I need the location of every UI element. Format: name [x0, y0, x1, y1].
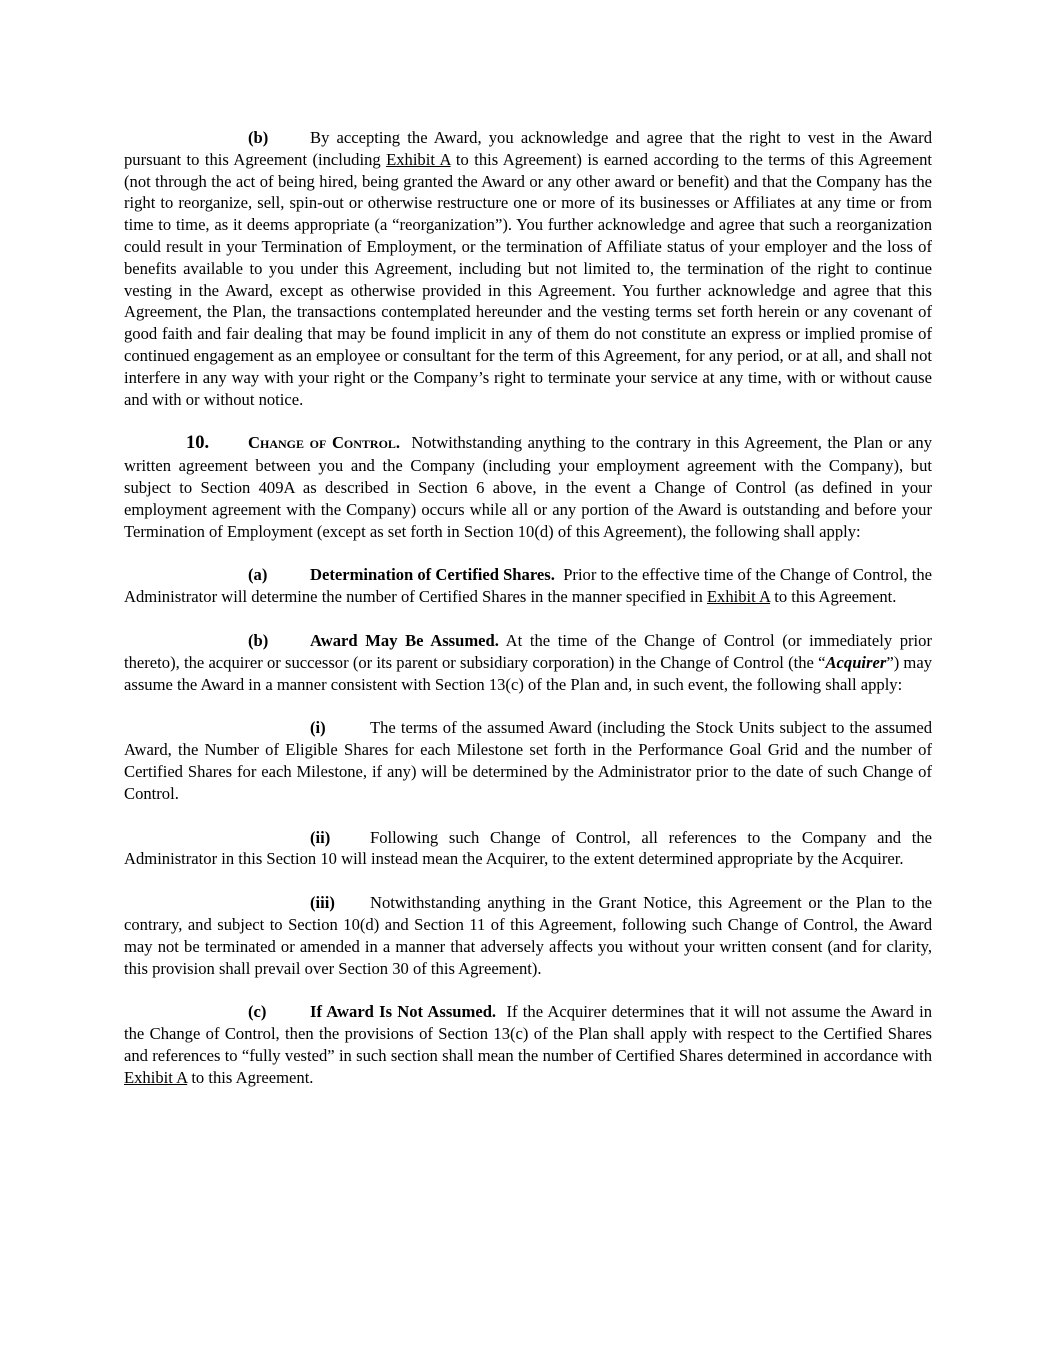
subsection-heading: Determination of Certified Shares. [310, 565, 555, 585]
section-10-change-of-control [124, 432, 932, 542]
subsection-text: At the time of the Change of Control (or immediately prior thereto), the acquirer or successor (or its parent or subsidiary corporation) in the Change of Control (the “ [124, 630, 932, 672]
section-number: 10. [186, 433, 210, 454]
paragraph-b-reorganization [124, 127, 932, 410]
clause-b-iii [124, 892, 932, 979]
section-heading: Change of Control. [248, 433, 401, 453]
subsection-text: to this Agreement. [770, 587, 897, 607]
exhibit-a-link[interactable]: Exhibit A [124, 1067, 188, 1087]
exhibit-a-link[interactable]: Exhibit A [706, 587, 771, 607]
subsection-label: (c) [248, 1002, 267, 1022]
clause-b-i [124, 717, 932, 804]
subsection-text: Prior to the effective time of the Change of Control, the Administrator will determine the number of Certified Shares in the manner specified in [124, 565, 933, 607]
subsection-b [124, 630, 932, 695]
subsection-label: (b) [248, 630, 269, 650]
clause-b-ii [124, 827, 932, 871]
subsection-heading: Award May Be Assumed. [310, 630, 499, 650]
defined-term-acquirer: Acquirer [825, 652, 887, 672]
paragraph-text: to this Agreement) is earned according to the terms of this Agreement (not through the act of being hired, being granted the Award or any other award or benefit) and that the Company has the right to reorganize, sell, spin-out or otherwise restructure one or more of its businesses or Affiliates at any time or from time to time, as it deems appropriate (a “reorganization”). You further acknowledge and agree that such a reorganization could result in your Termination of Employment, or the termination of Affiliate status of your employer and the loss of benefits available to you under this Agreement, including but not limited to, the termination of the right to continue vesting in the Award, except as otherwise provided in this Agreement. You further acknowledge and agree that this Agreement, the Plan, the transactions contemplated hereunder and the vesting terms set forth herein or any covenant of good faith and fair dealing that may be found implicit in any of them do not constitute an express or implied promise of continued engagement as an employee or consultant for the term of this Agreement, for any period, or at all, and shall not interfere in any way with your right or the Company’s right to terminate your service at any time, with or without cause and with or without notice. [124, 149, 932, 409]
paragraph-label: (b) [248, 128, 269, 147]
clause-text: Following such Change of Control, all references to the Company and the Administrator in this Section 10 will instead mean the Acquirer, to the extent determined appropriate by the Acquirer. [124, 827, 932, 869]
subsection-text: ”) may assume the Award in a manner consistent with Section 13(c) of the Plan and, in such event, the following shall apply: [124, 652, 932, 694]
section-text: Notwithstanding anything to the contrary in this Agreement, the Plan or any written agreement between you and the Company (including your employment agreement with the Company), but subject to Section 409A as described in Section 6 above, in the event a Change of Control (as defined in your employment agreement with the Company) occurs while all or any portion of the Award is outstanding and before your Termination of Employment (except as set forth in Section 10(d) of this Agreement), the following shall apply: [124, 433, 932, 541]
document-page [124, 127, 932, 1088]
subsection-c [124, 1001, 932, 1088]
subsection-label: (a) [248, 565, 268, 585]
subsection-text: to this Agreement. [187, 1067, 314, 1087]
clause-text: Notwithstanding anything in the Grant Notice, this Agreement or the Plan to the contrary, and subject to Section 10(d) and Section 11 of this Agreement, following such Change of Control, the Award may not be terminated or amended in a manner that adversely affects you without your written consent (and for clarity, this provision shall prevail over Section 30 of this Agreement). [124, 893, 932, 978]
clause-label: (iii) [310, 893, 335, 913]
subsection-a [124, 564, 932, 608]
paragraph-text: By accepting the Award, you acknowledge and agree that the right to vest in the Award pursuant to this Agreement (including [124, 128, 932, 169]
clause-label: (ii) [310, 827, 331, 847]
clause-label: (i) [310, 718, 326, 738]
subsection-text: If the Acquirer determines that it will not assume the Award in the Change of Control, then the provisions of Section 13(c) of the Plan shall apply with respect to the Certified Shares and references to “fully vested” in such section shall mean the number of Certified Shares determined in accordance with [124, 1002, 932, 1065]
clause-text: The terms of the assumed Award (including the Stock Units subject to the assumed Award, the Number of Eligible Shares for each Milestone set forth in the Performance Goal Grid and the number of Certified Shares for each Milestone, if any) will be determined by the Administrator prior to the date of such Change of Control. [124, 718, 932, 803]
subsection-heading: If Award Is Not Assumed. [310, 1002, 497, 1022]
exhibit-a-link[interactable]: Exhibit A [386, 149, 451, 169]
